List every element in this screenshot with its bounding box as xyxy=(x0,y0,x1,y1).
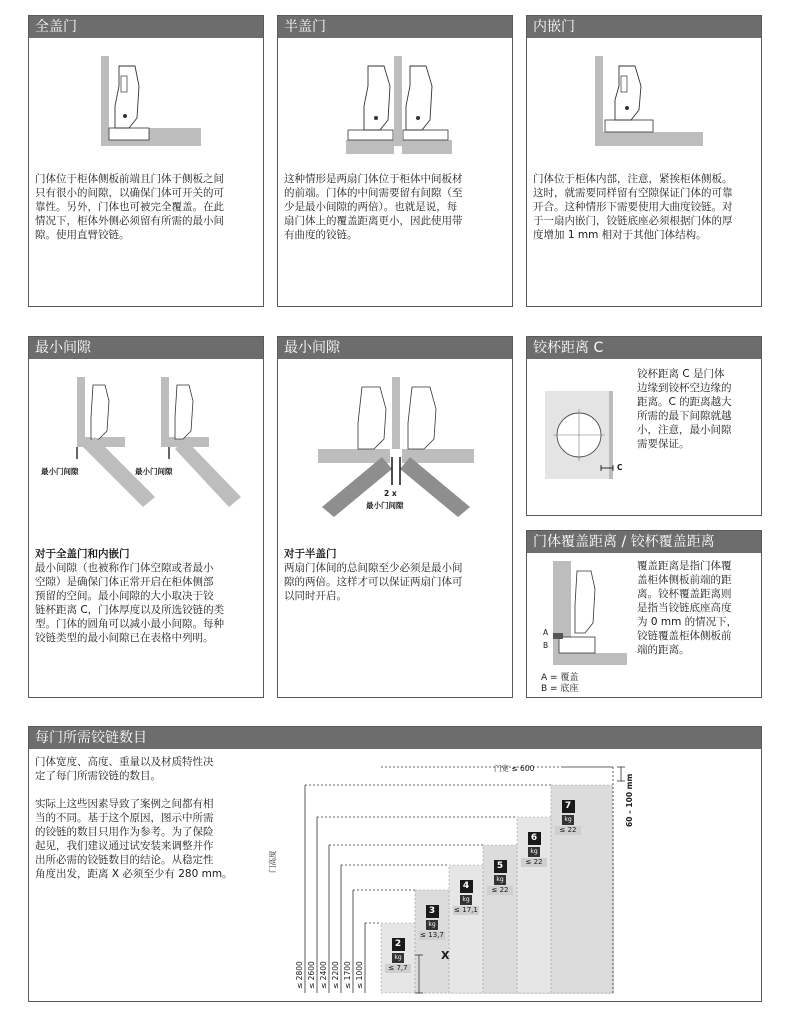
panel-overlay-distance xyxy=(526,530,762,698)
hinge-count-badge xyxy=(385,931,411,973)
min-gap-half-subtitle: 对于半盖门 xyxy=(284,548,337,560)
min-gap-label-left: 最小门间隙 xyxy=(41,467,79,476)
step-height-label: ≤ 1700 xyxy=(343,961,352,989)
panel-half-overlay xyxy=(277,15,513,307)
panel-title: 最小间隙 xyxy=(29,337,263,359)
panel-min-gap-full-inset xyxy=(28,336,264,698)
hinge-count-badge xyxy=(487,853,513,895)
min-gap-diagram xyxy=(35,367,259,507)
min-gap-double-label: 最小门间隙 xyxy=(366,501,404,510)
cup-distance-diagram xyxy=(539,387,629,487)
hinge-count-badge xyxy=(453,873,479,915)
door-width-label: 门宽 ≤ 600 xyxy=(494,764,535,773)
weight-icon: kg xyxy=(494,875,506,885)
panel-title: 最小间隙 xyxy=(278,337,512,359)
x-label: X xyxy=(441,949,450,962)
step-height-label: ≤ 2400 xyxy=(319,961,328,989)
weight-icon: kg xyxy=(426,920,438,930)
weight-icon: kg xyxy=(392,953,404,963)
panel-title: 每门所需铰链数目 xyxy=(29,727,761,749)
cup-distance-text: 铰杯距离 C 是门体 边缘到铰杯空边缘的 距离。C 的距离越大 所需的最下间隙就越 小，注意，最小间隙 需要保证。 xyxy=(637,368,732,450)
panel-title: 半盖门 xyxy=(278,16,512,38)
cup-c-label: C xyxy=(617,463,623,472)
step-height-label: ≤ 2800 xyxy=(295,961,304,989)
panel-inset xyxy=(526,15,762,307)
hinge-count: 5 xyxy=(494,860,507,873)
max-weight: ≤ 13,7 xyxy=(420,931,444,939)
min-gap-subtitle: 对于全盖门和内嵌门 xyxy=(35,548,130,560)
hinge-count-badge xyxy=(521,825,547,867)
inset-text: 门体位于柜体内部，注意，紧挨柜体侧板。 这时，就需要同样留有空隙保证门体的可靠 开合。这种情形下需要使用大曲度铰链。对 于一扇内嵌门，铰链底座必须根据门体的厚 度增加 1 mm 相对于其他门体结构。 xyxy=(533,173,733,241)
hinge-count: 3 xyxy=(426,905,439,918)
step-height-label: ≤ 1000 xyxy=(355,961,364,989)
overlay-label-a: A xyxy=(543,628,549,637)
hinge-count-badge xyxy=(555,793,581,835)
overlay-legend-b: B = 底座 xyxy=(541,684,579,694)
overlay-distance-diagram xyxy=(549,561,629,671)
min-gap-factor: 2 x xyxy=(384,489,397,498)
overlay-distance-text: 覆盖距离是指门体覆 盖柜体侧板前端的距 离。铰杯覆盖距离则 是指当铰链底座高度 为 0 mm 的情况下， 铰链覆盖柜体侧板前 端的距离。 xyxy=(637,560,738,656)
full-overlay-diagram xyxy=(89,46,209,156)
margin-label: 60 – 100 mm xyxy=(625,773,634,827)
min-gap-half-text: 两扇门体间的总间隙至少必须是最小间 隙的两倍。这样才可以保证两扇门体可 以同时开启。 xyxy=(284,562,463,602)
weight-icon: kg xyxy=(528,847,540,857)
max-weight: ≤ 22 xyxy=(555,826,581,835)
overlay-legend-a: A = 覆盖 xyxy=(541,673,579,683)
min-gap-text: 最小间隙（也被称作门体空隙或者最小 空隙）是确保门体正常开启在柜体侧部 预留的空间。最小间隙的大小取决于铰 链杯距离 C，门体厚度以及所选铰链的类 型。门体的圆角可以减小最小间隙。每种 铰链类型的最小间隙已在表格中列明。 xyxy=(35,562,225,644)
hinges-text-1: 门体宽度、高度、重量以及材质特性决 定了每门所需铰链的数目。 xyxy=(35,756,214,782)
door-height-label: 门高度 xyxy=(268,850,277,873)
hinge-count-badge xyxy=(419,898,445,940)
panel-hinges-per-door xyxy=(28,726,762,1002)
panel-full-overlay xyxy=(28,15,264,307)
half-overlay-text: 这种情形是两扇门体位于柜体中间板材 的前端。门体的中间需要留有间隙（至 少是最小间隙的两倍）。也就是说，每 扇门体上的覆盖距离更小，因此使用带 有曲度的铰链。 xyxy=(284,173,463,241)
hinge-count: 4 xyxy=(460,880,473,893)
hinge-count: 7 xyxy=(562,800,575,813)
panel-title: 铰杯距离 C xyxy=(527,337,761,359)
step-height-label: ≤ 2600 xyxy=(307,961,316,989)
max-weight: ≤ 22 xyxy=(487,886,513,895)
max-weight: ≤ 22 xyxy=(521,858,547,867)
hinges-text-2: 实际上这些因素导致了案例之间都有相 当的不同。基于这个原因，图示中所需 的铰链的数目只用作为参考。为了保险 起见，我们建议通过试安装来调整并作 出所必需的铰链数目的结论。从稳定性 角度出发，距离 X 必须至少有 280 mm。 xyxy=(35,798,233,880)
step-height-label: ≤ 2200 xyxy=(331,961,340,989)
panel-min-gap-half xyxy=(277,336,513,698)
max-weight: ≤ 7,7 xyxy=(385,964,411,973)
half-overlay-diagram xyxy=(338,46,458,156)
panel-cup-distance xyxy=(526,336,762,516)
full-overlay-text: 门体位于柜体侧板前端且门体于侧板之间 只有很小的间隙，以确保门体可开关的可 靠性。另外，门体也可被完全覆盖。在此 情况下，柜体外侧必须留有所需的最小间 隙。使用直臂铰链。 xyxy=(35,173,224,241)
weight-icon: kg xyxy=(460,895,472,905)
weight-icon: kg xyxy=(562,815,574,825)
hinge-count: 6 xyxy=(528,832,541,845)
panel-title: 门体覆盖距离 / 铰杯覆盖距离 xyxy=(527,531,761,553)
max-weight: ≤ 17,1 xyxy=(454,906,478,914)
overlay-label-b: B xyxy=(543,641,549,650)
inset-diagram xyxy=(587,46,707,156)
panel-title: 内嵌门 xyxy=(527,16,761,38)
hinge-count: 2 xyxy=(392,938,405,951)
panel-title: 全盖门 xyxy=(29,16,263,38)
min-gap-label-right: 最小门间隙 xyxy=(135,467,173,476)
